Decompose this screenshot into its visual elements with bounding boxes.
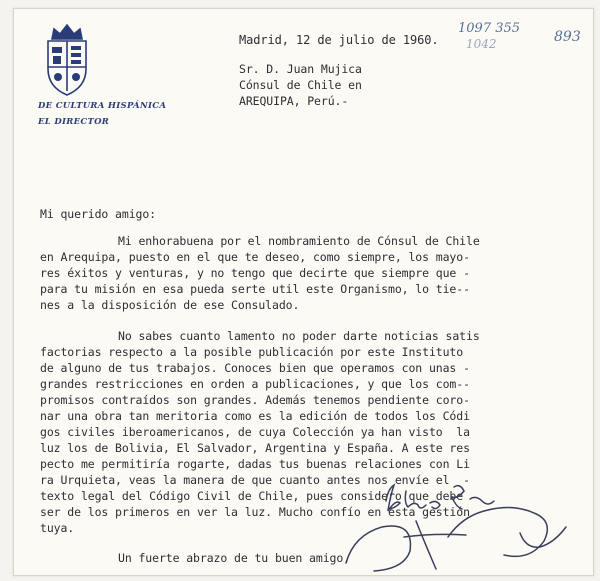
archive-number: 1097 355 (458, 21, 521, 36)
paragraph-line: texto legal del Código Civil de Chile, pues considero que debe (40, 489, 464, 503)
paragraph-line: No sabes cuanto lamento no poder darte noticias satis (118, 329, 480, 343)
paragraph-line: para tu misión en esa pueda serte util este Organismo, lo tie-- (40, 282, 470, 296)
archive-number-faint: 1042 (466, 37, 497, 51)
paragraph-line: luz los de Bolivia, El Salvador, Argentina y España. A este res (40, 441, 470, 455)
paragraph-line: nar una obra tan meritoria como es la edición de todos los Códi (40, 409, 470, 423)
paragraph-line: tuya. (40, 521, 75, 535)
paragraph-line: Mi enhorabuena por el nombramiento de Cónsul de Chile (118, 234, 480, 248)
salutation: Mi querido amigo: (40, 207, 157, 221)
institute-name: DE CULTURA HISPÁNICA (38, 101, 167, 111)
coat-of-arms-icon (40, 21, 94, 99)
paragraph-line: grandes restricciones en orden a publicaciones, y que los com-- (40, 377, 470, 391)
paragraph-line: promisos contraídos son grandes. Además tenemos pendiente coro- (40, 393, 470, 407)
paragraph-line: gos civiles iberoamericanos, de cuya Colección ya han visto la (40, 425, 470, 439)
paragraph-line: factorias respecto a la posible publicación por este Instituto (40, 345, 464, 359)
paragraph-line: en Arequipa, puesto en el que te deseo, como siempre, los mayo- (40, 250, 470, 264)
closing-line: Un fuerte abrazo de tu buen amigo, (118, 551, 351, 565)
recipient-line-1: Sr. D. Juan Mujica (239, 62, 362, 76)
page-folio: 893 (554, 29, 581, 45)
director-title: EL DIRECTOR (38, 117, 110, 127)
letter-sheet (13, 8, 594, 576)
paragraph-line: pecto me permitiría rogarte, dadas tus buenas relaciones con Li (40, 457, 470, 471)
paragraph-line: nes a la disposición de ese Consulado. (40, 298, 300, 312)
date-line: Madrid, 12 de julio de 1960. (239, 33, 439, 47)
recipient-line-3: AREQUIPA, Perú.- (239, 94, 349, 108)
paragraph-line: ser de los primeros en ver la luz. Mucho confío en esta gestión (40, 505, 470, 519)
paragraph-line: de alguno de tus trabajos. Conoces bien que operamos con unas - (40, 361, 470, 375)
paragraph-line: res éxitos y venturas, y no tengo que decirte que siempre que - (40, 266, 470, 280)
recipient-line-2: Cónsul de Chile en (239, 78, 362, 92)
paragraph-line: ra Urquieta, veas la manera de que cuanto antes nos envíe el - (40, 473, 470, 487)
handwritten-signature (344, 477, 584, 575)
